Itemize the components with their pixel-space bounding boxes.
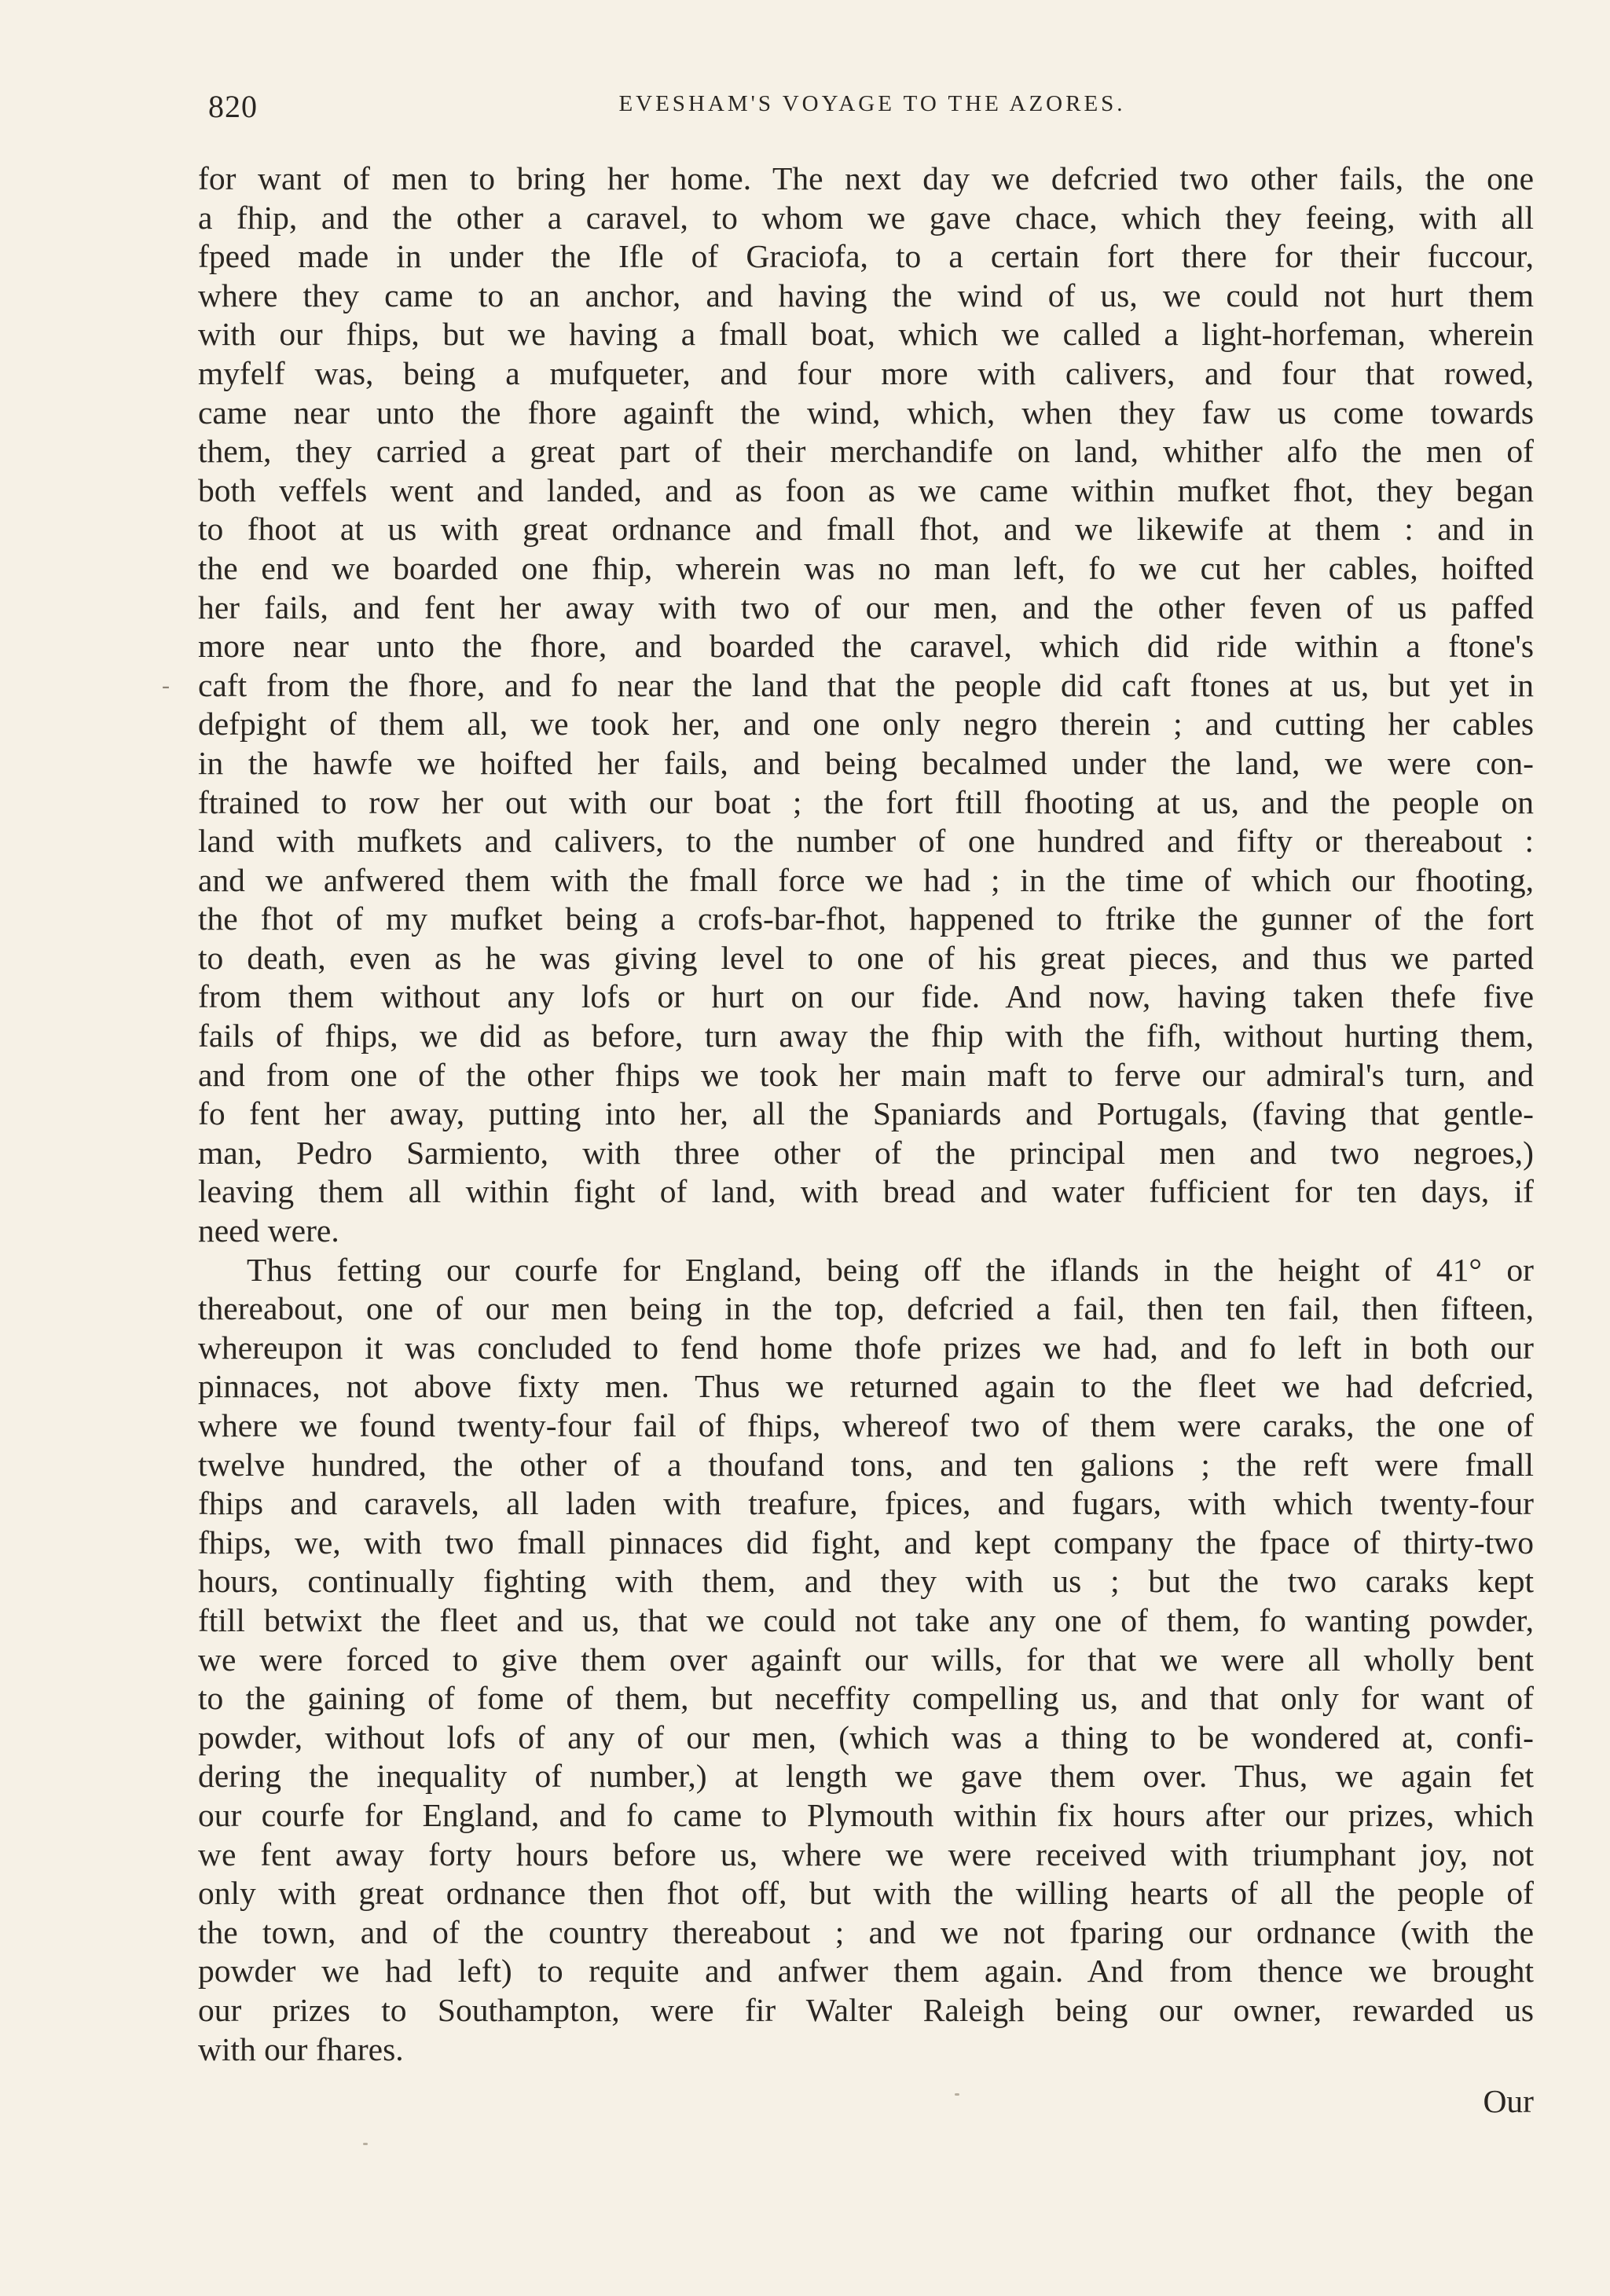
text-line: the fhot of my mufket being a crofs-bar-fhot, happened to ftrike the gunner of the fort <box>198 900 1534 937</box>
text-line: ftill betwixt the fleet and us, that we could not take any one of them, fo wanting powder, <box>198 1601 1534 1638</box>
text-line: from them without any lofs or hurt on our fide. And now, having taken thefe five <box>198 978 1534 1015</box>
text-line: dering the inequality of number,) at length we gave them over. Thus, we again fet <box>198 1758 1534 1795</box>
paragraph-1 <box>198 160 1534 1251</box>
text-line: our prizes to Southampton, were fir Walter Raleigh being our owner, rewarded us <box>198 1991 1534 2028</box>
catchword: Our <box>1483 2083 1534 2119</box>
text-line: we fent away forty hours before us, where we were received with triumphant joy, not <box>198 1836 1534 1872</box>
text-line: we were forced to give them over againft our wills, for that we were all wholly bent <box>198 1641 1534 1678</box>
text-line: land with mufkets and calivers, to the number of one hundred and fifty or thereabout : <box>198 823 1534 860</box>
text-line: caft from the fhore, and fo near the land that the people did caft ftones at us, but yet in <box>198 666 1534 703</box>
text-line: and we anfwered them with the fmall force we had ; in the time of which our fhooting, <box>198 861 1534 898</box>
margin-dash-mark: - <box>162 673 170 699</box>
text-line: hours, continually fighting with them, and they with us ; but the two caraks kept <box>198 1563 1534 1600</box>
page-number: 820 <box>208 89 258 124</box>
text-line: powder we had left) to requite and anfwer them again. And from thence we brought <box>198 1953 1534 1990</box>
text-line: thereabout, one of our men being in the top, defcried a fail, then ten fail, then fifteen, <box>198 1290 1534 1327</box>
paragraph-2 <box>198 1251 1534 2069</box>
text-line: Thus fetting our courfe for England, being off the iflands in the height of 41° or <box>247 1251 1534 1288</box>
text-line: a fhip, and the other a caravel, to whom we gave chace, which they feeing, with all <box>198 199 1534 236</box>
scan-speck <box>363 2143 368 2145</box>
text-line: fhips, we, with two fmall pinnaces did fight, and kept company the fpace of thirty-two <box>198 1524 1534 1561</box>
body-text <box>198 160 1534 2119</box>
text-line: fails of fhips, we did as before, turn away the fhip with the fifh, without hurting them, <box>198 1018 1534 1054</box>
text-line: pinnaces, not above fixty men. Thus we returned again to the fleet we had defcried, <box>198 1368 1534 1405</box>
page-header <box>208 88 1536 127</box>
text-line: leaving them all within fight of land, with bread and water fufficient for ten days, if <box>198 1173 1534 1210</box>
text-line: where they came to an anchor, and having the wind of us, we could not hurt them <box>198 277 1534 314</box>
text-line: the end we boarded one fhip, wherein was no man left, fo we cut her cables, hoifted <box>198 549 1534 586</box>
text-line: fpeed made in under the Ifle of Graciofa, to a certain fort there for their fuccour, <box>198 238 1534 275</box>
text-line: defpight of them all, we took her, and one only negro therein ; and cutting her cables <box>198 706 1534 743</box>
text-line: her fails, and fent her away with two of our men, and the other feven of us paffed <box>198 589 1534 625</box>
running-head: EVESHAM'S VOYAGE TO THE AZORES. <box>618 91 1126 116</box>
text-line: where we found twenty-four fail of fhips, whereof two of them were caraks, the one of <box>198 1407 1534 1443</box>
text-line: both veffels went and landed, and as foon as we came within mufket fhot, they began <box>198 471 1534 508</box>
text-line: need were. <box>198 1212 339 1249</box>
text-line: fo fent her away, putting into her, all the Spaniards and Portugals, (faving that gentle- <box>198 1095 1534 1132</box>
text-line: with our fhares. <box>198 2030 404 2067</box>
text-line: them, they carried a great part of their merchandife on land, whither alfo the men of <box>198 433 1534 470</box>
text-line: in the hawfe we hoifted her fails, and being becalmed under the land, we were con- <box>198 744 1534 781</box>
text-line: myfelf was, being a mufqueter, and four more with calivers, and four that rowed, <box>198 354 1534 391</box>
text-line: to fhoot at us with great ordnance and fmall fhot, and we likewife at them : and in <box>198 511 1534 548</box>
text-line: the town, and of the country thereabout ; and we not fparing our ordnance (with the <box>198 1913 1534 1950</box>
text-line: man, Pedro Sarmiento, with three other of the principal men and two negroes,) <box>198 1134 1534 1171</box>
text-line: fhips and caravels, all laden with treafure, fpices, and fugars, with which twenty-four <box>198 1485 1534 1522</box>
text-line: more near unto the fhore, and boarded the caravel, which did ride within a ftone's <box>198 628 1534 665</box>
text-line: came near unto the fhore againft the wind, which, when they faw us come towards <box>198 394 1534 431</box>
text-line: whereupon it was concluded to fend home thofe prizes we had, and fo left in both our <box>198 1329 1534 1366</box>
text-line: ftrained to row her out with our boat ; the fort ftill fhooting at us, and the people on <box>198 783 1534 820</box>
text-line: and from one of the other fhips we took her main maft to ferve our admiral's turn, and <box>198 1056 1534 1093</box>
text-line: for want of men to bring her home. The next day we defcried two other fails, the one <box>198 160 1534 196</box>
text-line: to death, even as he was giving level to one of his great pieces, and thus we parted <box>198 939 1534 976</box>
scan-speck <box>955 2093 959 2096</box>
text-line: our courfe for England, and fo came to Plymouth within fix hours after our prizes, which <box>198 1796 1534 1833</box>
text-line: to the gaining of fome of them, but neceffity compelling us, and that only for want of <box>198 1680 1534 1717</box>
text-line: powder, without lofs of any of our men, (which was a thing to be wondered at, confi- <box>198 1718 1534 1755</box>
text-line: with our fhips, but we having a fmall boat, which we called a light-horfeman, wherein <box>198 316 1534 353</box>
text-line: twelve hundred, the other of a thoufand tons, and ten galions ; the reft were fmall <box>198 1446 1534 1483</box>
text-line: only with great ordnance then fhot off, but with the willing hearts of all the people of <box>198 1875 1534 1912</box>
